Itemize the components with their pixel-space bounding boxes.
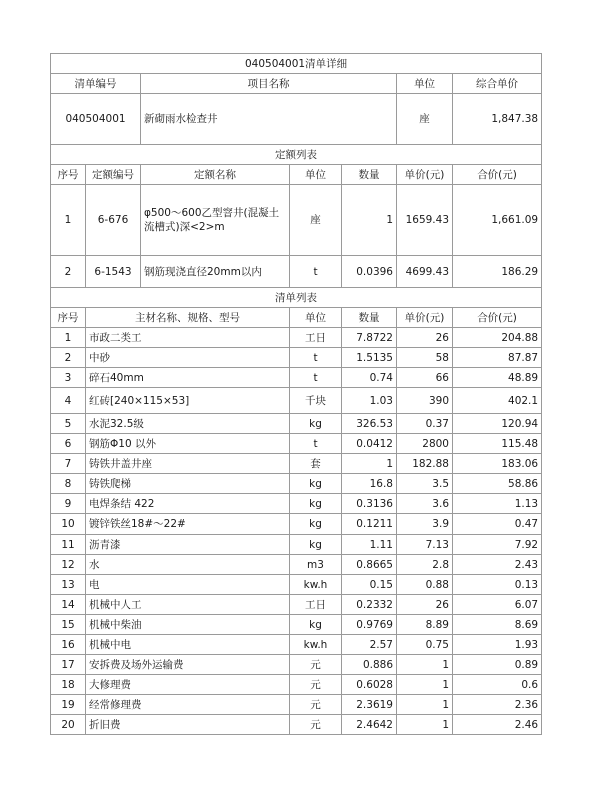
- material-unit-price: 58: [397, 348, 453, 368]
- material-row: [51, 368, 542, 388]
- material-total: 0.89: [453, 655, 542, 675]
- quota-unit-price: 1659.43: [397, 185, 453, 256]
- material-seq: 11: [51, 535, 86, 555]
- material-qty: 1: [342, 454, 397, 474]
- bill-name-header: 项目名称: [141, 74, 397, 94]
- material-seq: 9: [51, 494, 86, 514]
- quota-name: φ500～600乙型窨井(混凝土流槽式)深<2>m: [141, 185, 290, 256]
- material-qty: 0.3136: [342, 494, 397, 514]
- quota-qty: 1: [342, 185, 397, 256]
- material-name: 经常修理费: [86, 695, 290, 715]
- material-qty: 326.53: [342, 414, 397, 434]
- material-row: [51, 675, 542, 695]
- material-row: [51, 655, 542, 675]
- material-total: 48.89: [453, 368, 542, 388]
- quota-code: 6-1543: [86, 256, 141, 288]
- material-total: 204.88: [453, 328, 542, 348]
- material-unit: kg: [290, 474, 342, 494]
- material-total: 0.47: [453, 514, 542, 535]
- material-qty: 2.4642: [342, 715, 397, 735]
- material-unit-price: 8.89: [397, 615, 453, 635]
- material-row: [51, 595, 542, 615]
- material-unit-price: 182.88: [397, 454, 453, 474]
- material-seq: 19: [51, 695, 86, 715]
- bill-price-header: 综合单价: [453, 74, 542, 94]
- material-row: [51, 535, 542, 555]
- material-seq: 14: [51, 595, 86, 615]
- quota-code-header: 定额编号: [86, 165, 141, 185]
- material-unit-price: 2.8: [397, 555, 453, 575]
- material-unit-price: 1: [397, 715, 453, 735]
- material-row: [51, 615, 542, 635]
- material-unit: t: [290, 348, 342, 368]
- material-name: 市政二类工: [86, 328, 290, 348]
- material-total: 0.13: [453, 575, 542, 595]
- material-seq: 7: [51, 454, 86, 474]
- material-qty: 0.1211: [342, 514, 397, 535]
- material-total: 87.87: [453, 348, 542, 368]
- material-unit-price: 0.75: [397, 635, 453, 655]
- material-seq: 10: [51, 514, 86, 535]
- material-unit-price: 2800: [397, 434, 453, 454]
- quota-name: 钢筋现浇直径20mm以内: [141, 256, 290, 288]
- material-unit: t: [290, 368, 342, 388]
- material-seq: 6: [51, 434, 86, 454]
- material-row: [51, 494, 542, 514]
- material-qty: 0.8665: [342, 555, 397, 575]
- material-unit-price: 1: [397, 695, 453, 715]
- material-unit-header: 单位: [290, 308, 342, 328]
- material-row: [51, 388, 542, 414]
- material-total: 7.92: [453, 535, 542, 555]
- material-unit: kg: [290, 494, 342, 514]
- material-name: 镀锌铁丝18#～22#: [86, 514, 290, 535]
- quota-seq-header: 序号: [51, 165, 86, 185]
- material-qty: 1.11: [342, 535, 397, 555]
- table-title: 040504001清单详细: [51, 54, 542, 74]
- material-seq: 5: [51, 414, 86, 434]
- material-qty: 0.74: [342, 368, 397, 388]
- material-name-header: 主材名称、规格、型号: [86, 308, 290, 328]
- material-unit-price: 1: [397, 675, 453, 695]
- bill-name: 新砌雨水检查井: [141, 94, 397, 145]
- material-unit: 元: [290, 695, 342, 715]
- material-qty: 1.03: [342, 388, 397, 414]
- material-name: 碎石40mm: [86, 368, 290, 388]
- material-seq: 20: [51, 715, 86, 735]
- material-row: [51, 715, 542, 735]
- material-qty: 16.8: [342, 474, 397, 494]
- material-seq: 15: [51, 615, 86, 635]
- bill-detail-table: [50, 53, 542, 735]
- quota-seq: 1: [51, 185, 86, 256]
- quota-code: 6-676: [86, 185, 141, 256]
- material-unit: kw.h: [290, 635, 342, 655]
- material-total: 6.07: [453, 595, 542, 615]
- material-unit-price: 390: [397, 388, 453, 414]
- material-name: 电: [86, 575, 290, 595]
- material-qty: 0.886: [342, 655, 397, 675]
- material-name: 机械中柴油: [86, 615, 290, 635]
- material-row: [51, 695, 542, 715]
- material-name: 钢筋Φ10 以外: [86, 434, 290, 454]
- material-name: 大修理费: [86, 675, 290, 695]
- material-seq: 2: [51, 348, 86, 368]
- material-name: 铸铁爬梯: [86, 474, 290, 494]
- material-seq: 18: [51, 675, 86, 695]
- material-row: [51, 434, 542, 454]
- material-name: 折旧费: [86, 715, 290, 735]
- material-seq: 13: [51, 575, 86, 595]
- quota-row: [51, 256, 542, 288]
- material-qty: 0.9769: [342, 615, 397, 635]
- material-seq: 17: [51, 655, 86, 675]
- material-unit: kg: [290, 514, 342, 535]
- material-qty: 0.6028: [342, 675, 397, 695]
- quota-unit-price: 4699.43: [397, 256, 453, 288]
- quota-unit-header: 单位: [290, 165, 342, 185]
- material-row: [51, 348, 542, 368]
- material-unit: kg: [290, 414, 342, 434]
- quota-unit: t: [290, 256, 342, 288]
- material-unit: 工日: [290, 595, 342, 615]
- material-unit: kg: [290, 615, 342, 635]
- material-unit-price: 26: [397, 328, 453, 348]
- material-unit: 元: [290, 675, 342, 695]
- material-total: 120.94: [453, 414, 542, 434]
- material-seq: 12: [51, 555, 86, 575]
- material-total: 58.86: [453, 474, 542, 494]
- material-unit-price: 0.37: [397, 414, 453, 434]
- material-unit: kw.h: [290, 575, 342, 595]
- material-total: 2.36: [453, 695, 542, 715]
- quota-qty-header: 数量: [342, 165, 397, 185]
- material-qty: 7.8722: [342, 328, 397, 348]
- material-total: 0.6: [453, 675, 542, 695]
- material-unit-price: 66: [397, 368, 453, 388]
- material-row: [51, 555, 542, 575]
- material-row: [51, 454, 542, 474]
- material-unit-price: 7.13: [397, 535, 453, 555]
- quota-total: 186.29: [453, 256, 542, 288]
- material-total-header: 合价(元): [453, 308, 542, 328]
- material-qty: 0.0412: [342, 434, 397, 454]
- material-unit: t: [290, 434, 342, 454]
- bill-code-header: 清单编号: [51, 74, 141, 94]
- material-unit: 套: [290, 454, 342, 474]
- material-seq: 3: [51, 368, 86, 388]
- material-qty: 1.5135: [342, 348, 397, 368]
- material-total: 8.69: [453, 615, 542, 635]
- material-total: 2.46: [453, 715, 542, 735]
- material-name: 红砖[240×115×53]: [86, 388, 290, 414]
- material-name: 中砂: [86, 348, 290, 368]
- material-seq: 16: [51, 635, 86, 655]
- material-unit: 元: [290, 715, 342, 735]
- material-qty: 2.3619: [342, 695, 397, 715]
- material-row: [51, 635, 542, 655]
- material-row: [51, 414, 542, 434]
- material-seq: 1: [51, 328, 86, 348]
- material-qty: 0.2332: [342, 595, 397, 615]
- material-unit-price: 1: [397, 655, 453, 675]
- material-unit-price: 26: [397, 595, 453, 615]
- material-total: 183.06: [453, 454, 542, 474]
- material-total: 115.48: [453, 434, 542, 454]
- bill-code: 040504001: [51, 94, 141, 145]
- material-seq-header: 序号: [51, 308, 86, 328]
- material-row: [51, 328, 542, 348]
- material-name: 水泥32.5级: [86, 414, 290, 434]
- quota-qty: 0.0396: [342, 256, 397, 288]
- material-unit: 千块: [290, 388, 342, 414]
- material-row: [51, 575, 542, 595]
- material-seq: 8: [51, 474, 86, 494]
- quota-total-header: 合价(元): [453, 165, 542, 185]
- material-total: 1.93: [453, 635, 542, 655]
- material-unit-price: 3.6: [397, 494, 453, 514]
- quota-unit-price-header: 单价(元): [397, 165, 453, 185]
- quota-seq: 2: [51, 256, 86, 288]
- material-unit: kg: [290, 535, 342, 555]
- material-name: 水: [86, 555, 290, 575]
- quota-row: [51, 185, 542, 256]
- material-name: 机械中电: [86, 635, 290, 655]
- material-total: 1.13: [453, 494, 542, 514]
- material-name: 沥青漆: [86, 535, 290, 555]
- material-unit: m3: [290, 555, 342, 575]
- material-row: [51, 474, 542, 494]
- material-total: 2.43: [453, 555, 542, 575]
- material-seq: 4: [51, 388, 86, 414]
- material-qty: 0.15: [342, 575, 397, 595]
- quota-section-title: 定额列表: [51, 145, 542, 165]
- material-unit-price: 3.5: [397, 474, 453, 494]
- material-unit-price: 3.9: [397, 514, 453, 535]
- quota-name-header: 定额名称: [141, 165, 290, 185]
- material-row: [51, 514, 542, 535]
- material-unit-price: 0.88: [397, 575, 453, 595]
- quota-total: 1,661.09: [453, 185, 542, 256]
- bill-price: 1,847.38: [453, 94, 542, 145]
- material-section-title: 清单列表: [51, 288, 542, 308]
- material-name: 电焊条结 422: [86, 494, 290, 514]
- bill-unit-header: 单位: [397, 74, 453, 94]
- material-name: 安拆费及场外运输费: [86, 655, 290, 675]
- material-name: 机械中人工: [86, 595, 290, 615]
- material-qty: 2.57: [342, 635, 397, 655]
- material-total: 402.1: [453, 388, 542, 414]
- material-unit: 元: [290, 655, 342, 675]
- bill-unit: 座: [397, 94, 453, 145]
- quota-unit: 座: [290, 185, 342, 256]
- material-unit-price-header: 单价(元): [397, 308, 453, 328]
- material-name: 铸铁井盖井座: [86, 454, 290, 474]
- material-qty-header: 数量: [342, 308, 397, 328]
- material-unit: 工日: [290, 328, 342, 348]
